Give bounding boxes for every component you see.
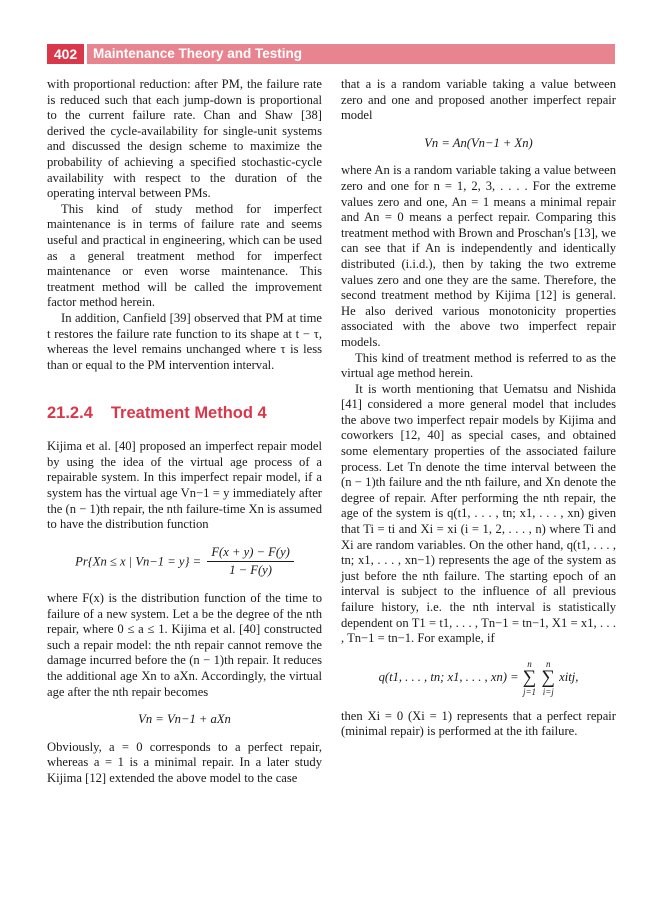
running-title: Maintenance Theory and Testing [87,44,615,64]
running-header [47,44,615,64]
sum-upper-limit: n [527,658,532,669]
equation-general-age [341,659,616,697]
paragraph: with proportional reduction: after PM, the failure rate is reduced such that each jump-down is proportional to the current failure rate. Chan and Shaw [38] derived the cycle-availability for single-unit systems and discussed the design scheme to maximize the probability of achieving a specified stochastic-cycle availability with respect to the duration of the operating interval between PMs. [47,77,322,201]
equation-lhs: Pr{Xn ≤ x | Vn−1 = y} = [75,554,202,569]
sigma-symbol: ∑ [522,666,537,688]
sum-lower-limit: j=1 [522,686,537,697]
section-number: 21.2.4 [47,404,93,423]
paragraph: In addition, Canfield [39] observed that PM at time t restores the failure rate function to its shape at t − τ, whereas the level remains unchanged where τ is less than or equal to the PM intervention interval. [47,310,322,372]
equation-distribution [47,545,322,579]
fraction-denominator: 1 − F(y) [229,563,272,578]
section-heading [47,403,322,423]
sum-lower-limit: i=j [542,686,554,697]
sum-upper-limit: n [545,658,551,669]
equation-virtual-age: Vn = Vn−1 + aXn [138,712,231,727]
fraction-numerator: F(x + y) − F(y) [207,545,294,563]
sigma-symbol: ∑ [541,666,555,688]
equation-lhs: q(t1, . . . , tn; x1, . . . , xn) = [378,669,519,684]
paragraph: then Xi = 0 (Xi = 1) represents that a perfect repair (minimal repair) is performed at the ith failure. [341,708,616,739]
summation-j [523,659,537,697]
paragraph: that a is a random variable taking a value between zero and one and proposed another imperfect repair model [341,77,616,123]
summation-i [541,659,555,697]
paragraph: where F(x) is the distribution function of the time to failure of a new system. Let a be the degree of the nth repair, where 0 ≤ a ≤ 1. Kijima et al. [40] constructed such a repair model: the nth repair cannot remove the damage incurred before the (n − 1)th repair. It reduces the additional age Xn to aXn. Accordingly, the virtual age after the nth repair becomes [47,591,322,699]
left-column [47,77,322,787]
paragraph: where An is a random variable taking a value between zero and one for n = 1, 2, 3, . . . . For the extreme values zero and one, An = 1 means a minimal repair and An = 0 means a perfect repair. Comparing this treatment method with Brown and Proschan's [13], we can see that if An is independently and identically distributed (i.i.d.), then by taking the two extreme values zero and one they are the same. Therefore, the second treatment method by Kijima [12] is general. He also derived various monotonicity properties associated with the above two imperfect repair models. [341,163,616,349]
equation-fraction [207,545,294,579]
paragraph: This kind of treatment method is referred to as the virtual age method herein. [341,350,616,381]
equation-rhs: xitj, [559,669,579,684]
right-column [341,77,616,740]
paragraph: It is worth mentioning that Uematsu and Nishida [41] considered a more general model that includes the above two imperfect repair models by Kijima and coworkers [12, 40] as special cases, and obtained some elementary properties of the associated failure process. Let Tn denote the time interval between the (n − 1)th failure and the nth failure, and Xn denote the degree of repair. After performing the nth repair, the age of the system is q(t1, . . . , tn; x1, . . . , xn) given that Ti = ti and Xi = xi (i = 1, 2, . . . , n) where Ti and Xi are random variables. On the other hand, q(t1, . . . , tn; x1, . . . , xn−1) represents the age of the system as just before the nth failure. The starting epoch of an interval is subject to the influence of all previous failure history, i.e. the nth interval is statistically dependent on T1 = t1, . . . , Tn−1 = tn−1, X1 = x1, . . . , Tn−1 = tn−1. For example, if [341,381,616,646]
page-number: 402 [47,44,84,64]
paragraph: Obviously, a = 0 corresponds to a perfect repair, whereas a = 1 is a minimal repair. In a later study Kijima [12] extended the above model to the case [47,739,322,785]
equation-random-repair: Vn = An(Vn−1 + Xn) [424,135,533,150]
section-title: Treatment Method 4 [110,404,267,423]
paragraph: Kijima et al. [40] proposed an imperfect repair model by using the idea of the virtual age process of a repairable system. In this imperfect repair model, if a system has the virtual age Vn−1 = y immediately after the (n − 1)th repair, the nth failure-time Xn is assumed to have the distribution function [47,439,322,532]
paragraph: This kind of study method for imperfect maintenance is in terms of failure rate and seems useful and practical in engineering, which can be used as a general treatment method for imperfect maintenance or even worse maintenance. This treatment method will be called the improvement factor method herein. [47,201,322,310]
